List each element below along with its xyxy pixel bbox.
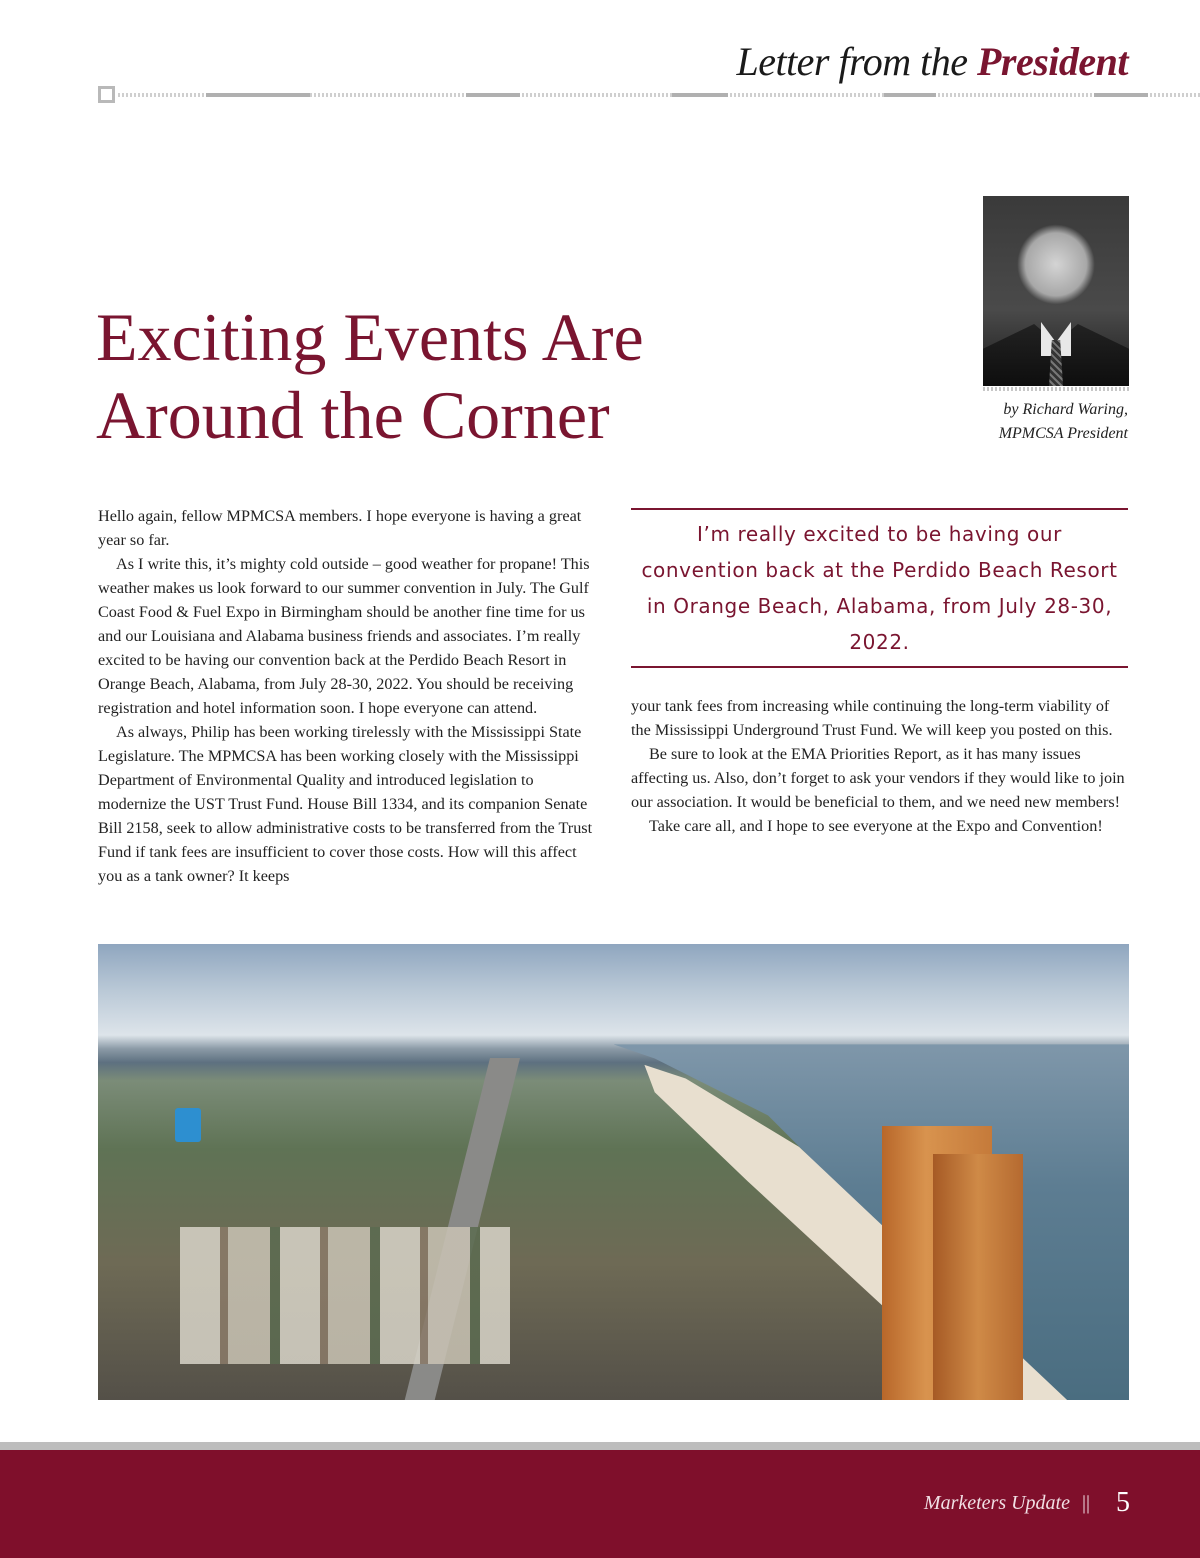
byline-title: MPMCSA President: [998, 425, 1128, 442]
article-column-left: [98, 504, 602, 888]
section-label-prefix: Letter from the: [736, 39, 968, 84]
header-rule-segment: [672, 93, 728, 97]
body-paragraph: your tank fees from increasing while continuing the long-term viability of the Mississippi Underground Trust Fund. We will keep you posted on this.: [631, 697, 1113, 739]
author-portrait: [983, 196, 1129, 386]
photo-condo-tower: [933, 1154, 1023, 1400]
headline-line-2: Around the Corner: [96, 377, 610, 453]
photo-shopping-center: [180, 1227, 510, 1364]
header-rule-segment: [1094, 93, 1148, 97]
article-column-right: [631, 694, 1129, 838]
publication-name: Marketers Update: [923, 1491, 1070, 1514]
pull-quote: I’m really excited to be having our convention back at the Perdido Beach Resort in Orange Beach, Alabama, from July 28-30, 2022.: [631, 508, 1128, 668]
byline-name: by Richard Waring,: [1003, 401, 1128, 418]
headline-line-1: Exciting Events Are: [96, 299, 644, 375]
header-rule-segment: [884, 93, 936, 97]
portrait-rule: [983, 387, 1129, 391]
section-label-emphasis: President: [976, 39, 1128, 84]
page-number: 5: [1116, 1487, 1130, 1518]
body-paragraph: As I write this, it’s mighty cold outside – good weather for propane! This weather makes us look forward to our summer convention in July. The Gulf Coast Food & Fuel Expo in Birmingham should be another fine time for us and our Louisiana and Alabama business friends and associates. I’m really excited to be having our convention back at the Perdido Beach Resort in Orange Beach, Alabama, from July 28-30, 2022. You should be receiving registration and hotel information soon. I hope everyone can attend.: [98, 555, 590, 717]
body-paragraph: Be sure to look at the EMA Priorities Report, as it has many issues affecting us. Also, don’t forget to ask your vendors if they would like to join our association. It would be beneficial to them, and we need new members!: [631, 745, 1125, 811]
article-headline: [96, 298, 816, 454]
photo-water-tower: [175, 1108, 201, 1142]
footer-folio: [924, 1487, 1130, 1519]
beach-aerial-photo: [98, 944, 1129, 1400]
section-header: [736, 38, 1128, 85]
header-rule-segment: [206, 93, 310, 97]
body-paragraph: Take care all, and I hope to see everyone at the Expo and Convention!: [649, 817, 1103, 835]
folio-separator: ||: [1081, 1491, 1090, 1514]
footer-gray-band: [0, 1442, 1200, 1450]
author-byline: [999, 398, 1128, 446]
header-rule-box: [98, 86, 115, 103]
body-paragraph: Hello again, fellow MPMCSA members. I hope everyone is having a great year so far.: [98, 507, 582, 549]
body-paragraph: As always, Philip has been working tirelessly with the Mississippi State Legislature. The MPMCSA has been working closely with the Mississippi Department of Environmental Quality and introduced legislation to modernize the UST Trust Fund. House Bill 1334, and its companion Senate Bill 2158, seek to allow administrative costs to be transferred from the Trust Fund if tank fees are insufficient to cover those costs. How will this affect you as a tank owner? It keeps: [98, 723, 593, 885]
header-rule-segment: [466, 93, 520, 97]
